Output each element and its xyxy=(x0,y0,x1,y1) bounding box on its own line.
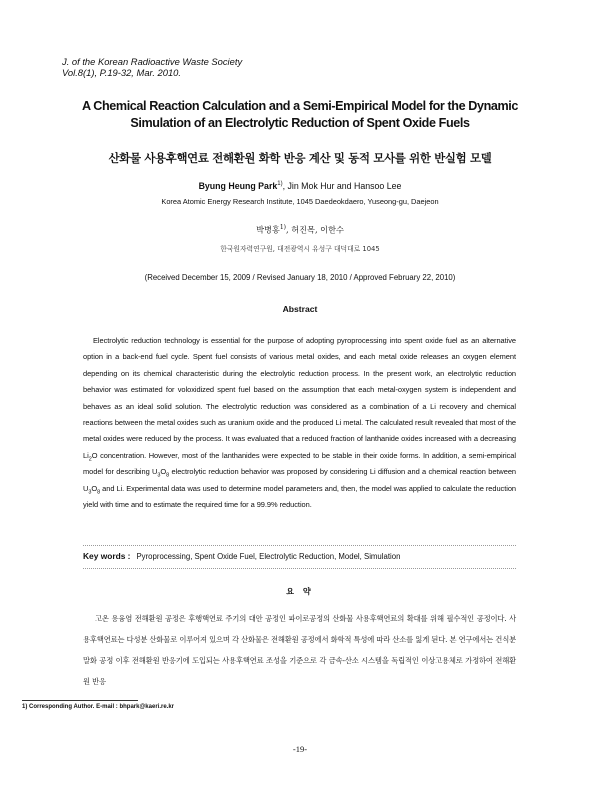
paper-title-line-2: Simulation of an Electrolytic Reduction of Spent Oxide Fuels xyxy=(130,116,470,130)
keywords-label: Key words : xyxy=(83,551,131,561)
corresponding-author: Byung Heung Park xyxy=(198,181,278,191)
korean-abstract-body: 고온 용융염 전해환원 공정은 후행핵연료 주기의 대안 공정인 파이로공정의 산화물 사용후핵연료의 확대를 위해 필수적인 공정이다. 사용후핵연료는 다성분 산화물로 이루어져 있으며 각 산화물은 전해환원 공정에서 화학적 특성에 따라 산소를 잃게 된다. 본 연구에서는 건식분말화 공정 이후 전해환원 반응기에 도입되는 사용후핵연료 조성을 기준으로 각 금속-산소 시스템을 독립적인 이상고용체로 가정하여 전해환원 반응 xyxy=(83,614,516,686)
abstract-text-4: and Li. Experimental data was used to determine model parameters and, then, the model was applied to calculate the reduction yield with time and to estimate the required time for a 99.9% reduction. xyxy=(83,483,516,510)
abstract-text-1: Electrolytic reduction technology is essential for the purpose of adopting pyroprocessing into spent oxide fuel as an alternative option in a back-end fuel cycle. Spent fuel consists of various metal oxides, and each metal oxide releases an oxygen element depending on its chemical characteristic during the electrolytic reduction process. In the present work, an electrolytic reduction behavior was estimated for voloxidized spent fuel based on the assumption that each metal-oxygen system is independent and behaves as an ideal solid solution. The electrolytic reduction was considered as a combination of a Li recovery and chemical reactions between the metal oxides such as uranium oxide and the produced Li metal. The calculated result revealed that most of the metal oxides were reduced by the process. It was evaluated that a reduced fraction of lanthanide oxides increased with a decreasing Li xyxy=(83,336,516,460)
footnote-divider xyxy=(22,700,138,701)
co-authors: , Jin Mok Hur and Hansoo Lee xyxy=(282,181,402,191)
u3o8-o-subscript: 8 xyxy=(166,472,170,479)
page-number: -19- xyxy=(292,744,308,754)
journal-name: J. of the Korean Radioactive Waste Society xyxy=(62,56,243,67)
korean-title: 산화물 사용후핵연료 전해환원 화학 반응 계산 및 동적 모사를 위한 반실험 모델 xyxy=(108,151,492,165)
u3o8-u-subscript-2: 3 xyxy=(88,489,92,496)
u3o8-oxygen: O xyxy=(160,467,167,477)
korean-author-footnote-mark: 1) xyxy=(279,224,287,231)
keywords-top-divider xyxy=(83,545,516,546)
korean-author-list xyxy=(20,224,580,236)
korean-abstract-heading: 요 약 xyxy=(286,586,314,596)
korean-corresponding-author: 박병홍 xyxy=(256,224,280,235)
received-dates: (Received December 15, 2009 / Revised January 18, 2010 / Approved February 22, 2010) xyxy=(144,273,456,282)
keywords-bottom-divider xyxy=(83,568,516,569)
paper-title-line-1: A Chemical Reaction Calculation and a Semi-Empirical Model for the Dynamic xyxy=(81,99,518,113)
corresponding-author-footnote: 1) Corresponding Author. E-mail : bhpark@kaeri.re.kr xyxy=(22,704,174,710)
korean-affiliation: 한국원자력연구원, 대전광역시 유성구 대덕대로 1045 xyxy=(220,245,380,253)
abstract-body xyxy=(83,333,516,513)
author-footnote-mark: 1) xyxy=(277,181,283,188)
korean-co-authors: , 허진목, 이한수 xyxy=(286,224,344,235)
journal-citation xyxy=(62,56,242,78)
author-affiliation: Korea Atomic Energy Research Institute, 1045 Daedeokdaero, Yuseong-gu, Daejeon xyxy=(161,197,439,206)
u3o8-u-subscript: 3 xyxy=(157,472,161,479)
abstract-text-2: O concentration. However, most of the lanthanides were expected to be stable in their oxide forms. In addition, a semi-empirical model for describing U xyxy=(83,450,516,477)
journal-volume: Vol.8(1), P.19-32, Mar. 2010. xyxy=(62,67,181,78)
keywords-text: Pyroprocessing, Spent Oxide Fuel, Electrolytic Reduction, Model, Simulation xyxy=(136,552,401,561)
abstract-heading: Abstract xyxy=(282,304,318,314)
u3o8-o-subscript-2: 8 xyxy=(97,489,101,496)
u3o8-oxygen-2: O xyxy=(91,483,98,493)
li2o-subscript: 2 xyxy=(88,456,92,463)
abstract-text-3: electrolytic reduction behavior was proposed by considering Li diffusion and a chemical reaction between U xyxy=(83,467,516,493)
keywords xyxy=(83,551,400,561)
author-list xyxy=(20,181,580,191)
paper-title xyxy=(20,98,580,132)
